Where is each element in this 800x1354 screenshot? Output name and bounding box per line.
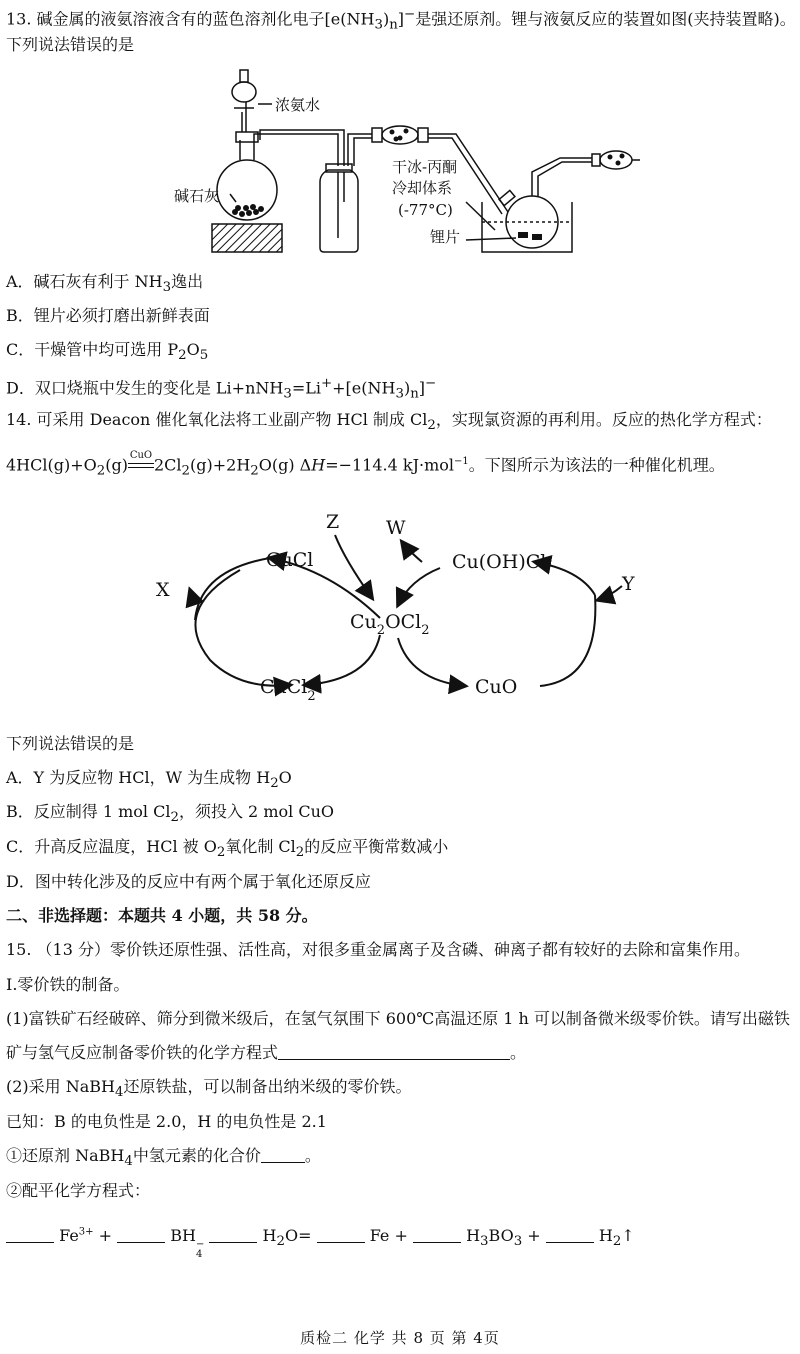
q15-sub1-line1: (1)富铁矿石经破碎、筛分到微米级后，在氢气氛围下 600℃高温还原 1 h 可以制备微米级零价铁。请写出磁铁 xyxy=(6,1009,790,1028)
cycle-X: X xyxy=(156,579,170,601)
cycle-CuO: CuO xyxy=(475,676,518,698)
coef-blank-h3bo3[interactable] xyxy=(413,1226,461,1243)
q15-circle2: ②配平化学方程式： xyxy=(6,1181,151,1200)
coef-blank-fe[interactable] xyxy=(317,1226,365,1243)
cycle-W: W xyxy=(386,517,406,539)
label-ammonia: 浓氨水 xyxy=(275,96,321,114)
q15-circle1: ①还原剂 NaBH$_4$中氢元素的化合价 。 xyxy=(6,1146,321,1170)
label-cooling3: (-77°C) xyxy=(398,201,453,219)
coef-blank-fe3[interactable] xyxy=(6,1226,54,1243)
label-cooling1: 干冰-丙酮 xyxy=(392,158,458,176)
coef-blank-h2o[interactable] xyxy=(209,1226,257,1243)
q14-option-d: D．图中转化涉及的反应中有两个属于氧化还原反应 xyxy=(6,872,371,891)
q15-known: 已知：B 的电负性是 2.0，H 的电负性是 2.1 xyxy=(6,1112,327,1131)
coef-blank-h2[interactable] xyxy=(546,1226,594,1243)
q14-stem-line2: 下列说法错误的是 xyxy=(6,734,135,753)
q13-stem-line2: 下列说法错误的是 xyxy=(6,35,135,54)
q13-stem-line1: 13. 碱金属的液氨溶液含有的蓝色溶剂化电子$[e(NH_3)_n]^-$是强还原剂。锂与液氨反应的装置如图(夹持装置略)。 xyxy=(6,7,796,33)
page-footer: 质检二 化学 共 8 页 第 4页 xyxy=(300,1329,500,1347)
label-lithium: 锂片 xyxy=(430,228,461,246)
q14-option-c: C．升高反应温度，HCl 被 $O_2$氧化制 $Cl_2$的反应平衡常数减小 xyxy=(6,837,449,861)
cycle-Cu2OCl2: $Cu_2OCl_2$ xyxy=(350,611,430,638)
q13-option-d: D．双口烧瓶中发生的变化是 $Li+nNH_3=Li^++[e(NH_3)_n]^-$ xyxy=(6,376,437,402)
q15-stem: 15. （13 分）零价铁还原性强、活性高，对很多重金属离子及含磷、砷离子都有较好的去除和富集作用。 xyxy=(6,940,750,959)
cycle-CuOHCl: Cu(OH)Cl xyxy=(452,551,547,573)
apparatus-diagram xyxy=(160,62,640,262)
cycle-CuCl: CuCl xyxy=(266,549,314,571)
section-heading: 二、非选择题：本题共 4 小题，共 58 分。 xyxy=(6,906,318,925)
q14-option-b: B．反应制得 1 mol $Cl_2$，须投入 2 mol CuO xyxy=(6,802,334,826)
q14-option-a: A．Y 为反应物 HCl，W 为生成物 $H_2O$ xyxy=(6,768,292,792)
q15-sub2: (2)采用 NaBH$_4$还原铁盐，可以制备出纳米级的零价铁。 xyxy=(6,1077,412,1101)
q14-stem-line1: 14. 可采用 Deacon 催化氧化法将工业副产物 HCl 制成 $Cl_2$，实现氯资源的再利用。反应的热化学方程式： xyxy=(6,410,772,434)
label-soda-lime: 碱石灰 xyxy=(174,187,220,205)
coef-blank-bh4[interactable] xyxy=(117,1226,165,1243)
catalytic-cycle-diagram xyxy=(140,500,660,720)
q13-option-a: A．碱石灰有利于 $NH_3$逸出 xyxy=(6,272,204,296)
q13-option-c: C．干燥管中均可选用 $P_2O_5$ xyxy=(6,340,209,364)
cycle-Z: Z xyxy=(326,511,340,533)
q15-part1-heading: I.零价铁的制备。 xyxy=(6,975,130,994)
label-cooling2: 冷却体系 xyxy=(392,179,453,197)
cycle-Y: Y xyxy=(622,573,635,595)
answer-blank-valence[interactable] xyxy=(261,1146,305,1163)
answer-blank-equation[interactable] xyxy=(278,1043,510,1060)
q14-thermo-equation: $4HCl(g)+O_2(g)$ CuO $2Cl_2(g)+2H_2O(g)$ ΔH=−114.4 kJ·mol$^{-1}$。下图所示为该法的一种催化机理。 xyxy=(6,450,725,479)
q15-sub1-line2: 矿与氢气反应制备零价铁的化学方程式 。 xyxy=(6,1043,527,1062)
q13-option-b: B．锂片必须打磨出新鲜表面 xyxy=(6,306,210,325)
cycle-CuCl2: CuCl$_2$ xyxy=(260,676,316,704)
balance-equation: $Fe^{3+}$ + BH − 4 $H_2O= Fe + H_3BO_3$ + $H_2↑$ xyxy=(6,1226,635,1260)
